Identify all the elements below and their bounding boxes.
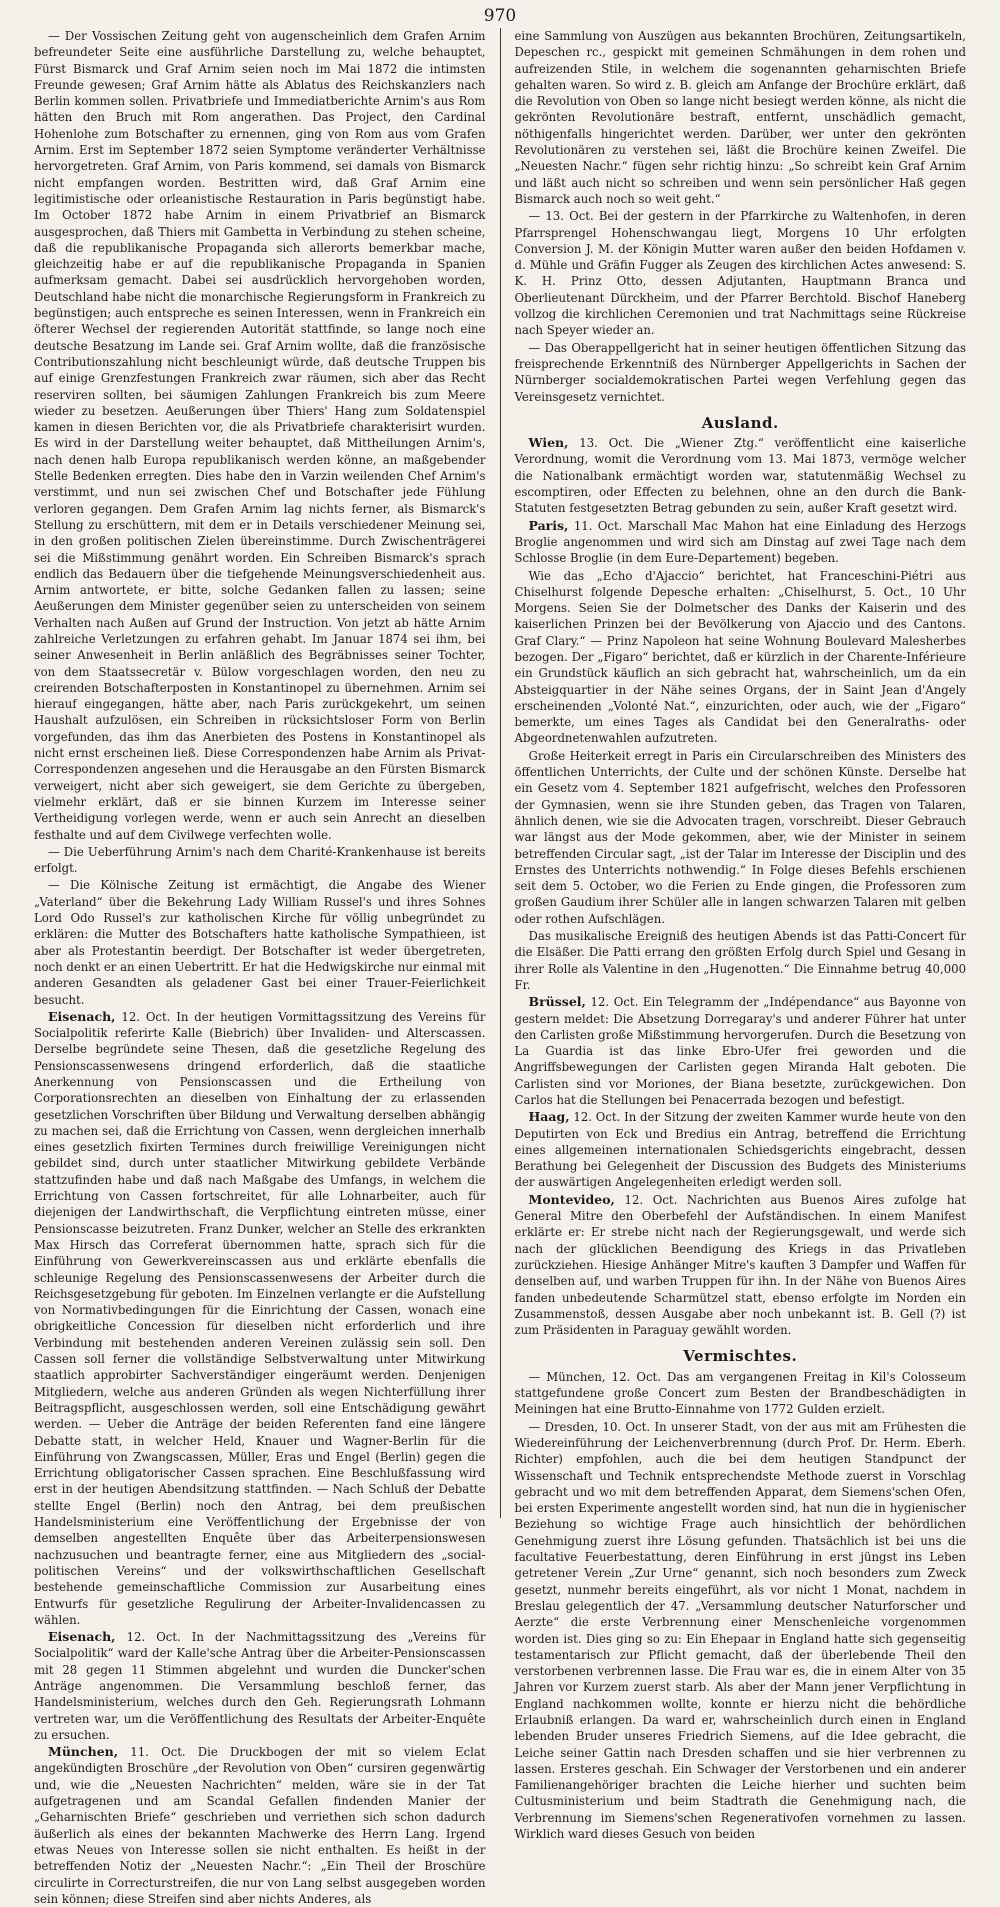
section-heading-ausland: Ausland. xyxy=(701,413,779,432)
article-haag-text: 12. Oct. In der Sitzung der zweiten Kammer wurde heute von den Deputirten von Eck und Bredius ein Antrag, betreffend die Errichtung eines allgemeinen internationalen Schiedsgerichts eingebracht, dessen Berathung bei Gelegenheit der Discussion des Budgets des Ministeriums der auswärtigen Angelegenheiten erledigt werden soll. xyxy=(514,1110,967,1190)
place-haag: Haag, xyxy=(528,1109,570,1125)
article-haag xyxy=(515,1109,967,1190)
columns xyxy=(34,28,967,1906)
article-patti: Das musikalische Ereigniß des heutigen Abends ist das Patti-Concert für die Elsäßer. Die Patti errang den größten Erfolg durch Spiel und Gesang in ihrer Rolle als Valentine in den „Hugenotten.“ Die Einnahme betrug 40,000 Fr. xyxy=(514,929,967,992)
article-eisenach-2 xyxy=(34,1629,486,1743)
article-bruessel-text: 12. Oct. Ein Telegramm der „Indépendance“ aus Bayonne von gestern meldet: Die Absetzung Dorregaray's und anderer Führer hat unter den Carlisten große Mißstimmung hervorgerufen. Durch die Besetzung von La Guardia ist das linke Ebro-Ufer frei geworden und die Angriffsbewegungen der Carlisten gegen Miranda Halt geboten. Die Carlisten sind vor Moriones, der Biana besetzte, zurückgewichen. Don Carlos hat die Stellungen bei Penacerrada bezogen und befestigt. xyxy=(514,995,967,1107)
article-talar: Große Heiterkeit erregt in Paris ein Circularschreiben des Ministers des öffentlichen Unterrichts, der Culte und der schönen Künste. Derselbe hat ein Gesetz vom 4. September 1821 aufgefrischt, welches den Professoren der Gymnasien, wenn sie ihre Stunden geben, das Tragen von Talaren, ähnlich denen, wie sie die Advocaten tragen, vorschreibt. Dieser Gebrauch war längst aus der Mode gekommen, aber, wie der Minister in seinem betreffenden Circular sagt, „ist der Talar im Interesse der Disciplin und des Ernstes des Unterrichts nothwendig.“ In Folge dieses Befehls erschienen seit dem 5. October, wo die Ferien zu Ende gingen, die Professoren zum großen Gaudium ihrer Schüler alle in langen schwarzen Talaren mit gelben oder rothen Aufschlägen. xyxy=(514,748,967,926)
article-koelnische: — Die Kölnische Zeitung ist ermächtigt, die Angabe des Wiener „Vaterland“ über die Bekehrung Lady William Russel's und ihres Sohnes Lord Odo Russel's zur katholischen Kirche für völlig unbegründet zu erklären: die Mutter des Botschafters hatte katholische Sympathieen, ist aber als Protestantin beerdigt. Der Botschafter ist weder übergetreten, noch denkt er an einen Uebertritt. Er hat die Hedwigskirche nur einmal mit anderen Gesandten als geladener Gast bei einer Trauer-Feierlichkeit besucht. xyxy=(34,878,486,1007)
column-divider xyxy=(500,28,501,1518)
article-charite: — Die Ueberführung Arnim's nach dem Charité-Krankenhause ist bereits erfolgt. xyxy=(34,844,486,876)
article-bruessel xyxy=(515,994,967,1108)
article-dresden: — Dresden, 10. Oct. In unserer Stadt, von der aus mit am Frühesten die Wiedereinführung der Leichenverbrennung (durch Prof. Dr. Herm. Eberh. Richter) empfohlen, auch die bei dem heutigen Standpunct der Wissenschaft und Technik entsprechendste Methode zuerst in Vorschlag gebracht und wo mit dem betreffenden Apparat, dem Siemens'schen Ofen, bei ersten Experimente angestellt worden sind, hat nun die in hygienischer Beziehung so wichtige Frage auch hinsichtlich der behördlichen Genehmigung zuerst ihre Lösung gefunden. Thatsächlich ist bei uns die facultative Feuerbestattung, deren Einführung in erst jüngst ins Leben getretener Verein „Zur Urne“ genannt, sich noch besonders zum Zweck gesetzt, nunmehr bereits eingeführt, als vor nicht 1 Monat, nachdem in Breslau gelegentlich der 47. „Versammlung deutscher Naturforscher und Aerzte“ die erste Verbrennung einer Menschenleiche vorgenommen worden ist. Dies ging so zu: Ein Ehepaar in England hatte sich gegenseitig testamentarisch zur Pflicht gemacht, daß der überlebende Theil den verstorbenen verbrennen lasse. Die Frau war es, die in einem Alter von 35 Jahren vor Kurzem zuerst starb. Als aber der Mann jener Verpflichtung in England nachkommen wollte, konnte er hierzu nicht die behördliche Erlaubniß erlangen. Da ward er, wahrscheinlich durch einen in England lebenden Bruder unseres Friedrich Siemens, auf die Idee gebracht, die Leiche seiner Gattin nach Dresden schaffen und sie hier verbrennen zu lassen. Ersteres geschah. Ein Schwager der Verstorbenen und ein anderer Familienangehöriger brachten die Leiche hierher und suchten beim Cultusministerium und beim Stadtrath die Genehmigung nach, die Verbrennung im Siemens'schen Regenerativofen vornehmen zu lassen. Wirklich ward dieses Gesuch von beiden xyxy=(514,1419,967,1842)
page-number: 970 xyxy=(483,6,517,26)
article-montevideo xyxy=(515,1192,967,1339)
article-ajaccio: Wie das „Echo d'Ajaccio“ berichtet, hat Franceschini-Piétri aus Chiselhurst folgende Depesche erhalten: „Chiselhurst, 5. Oct., 10 Uhr Morgens. Seien Sie der Dolmetscher des Danks der Kaiserin und des kaiserlichen Prinzen bei der Bevölkerung von Ajaccio und des Cantons. Graf Clary.“ — Prinz Napoleon hat seine Wohnung Boulevard Malesherbes bezogen. Der „Figaro“ berichtet, daß er kürzlich in der Charente-Inférieure ein Grundstück käuflich an sich gebracht hat, wahrscheinlich, um da ein Absteigquartier in der Nähe seines Organs, der in Saint Jean d'Angely erscheinenden „Volonté Nat.“, einzurichten, oder auch, wie der „Figaro“ bemerkte, um eines Tages als Candidat bei den Generalraths- oder Abgeordnetenwahlen aufzutreten. xyxy=(514,568,967,746)
article-muenchen-1 xyxy=(34,1744,486,1907)
place-eisenach-1: Eisenach, xyxy=(48,1008,116,1024)
place-muenchen-1: München, xyxy=(48,1744,119,1760)
article-arnim: — Der Vossischen Zeitung geht von augenscheinlich dem Grafen Arnim befreundeter Seite eine ausführliche Darstellung zu, welche behauptet, Fürst Bismarck und Graf Arnim seien noch im Mai 1872 die intimsten Freunde gewesen; Graf Arnim hätte als Ablatus des Reichskanzlers nach Berlin kommen sollen. Privatbriefe und Immediatberichte Arnim's aus Rom hätten den Bruch mit Rom angerathen. Das Project, den Cardinal Hohenlohe zum Botschafter zu ernennen, ging von Rom aus vom Grafen Arnim. Erst im September 1872 seien Symptome veränderter Verhältnisse hervorgetreten. Graf Arnim, von Paris kommend, sei damals von Bismarck nicht empfangen worden. Bestritten wird, daß Graf Arnim eine legitimistische oder orleanistische Restauration in Paris begünstigt habe. Im October 1872 habe Arnim in einem Privatbrief an Bismarck ausgesprochen, daß Thiers mit Gambetta in Verbindung zu stehen scheine, daß die republikanische Propaganda sich allerorts bemerkbar mache, gleichzeitig habe er auf die republikanische Propaganda in Spanien aufmerksam gemacht. Dabei sei ausdrücklich hervorgehoben worden, Deutschland habe nicht die monarchische Regierungsform in Frankreich zu begünstigen; auch entspreche es seinen Interessen, wenn in Frankreich ein öfterer Wechsel der regierenden Autorität stattfinde, so lange noch eine deutsche Besatzung im Lande sei. Graf Arnim wollte, daß die französische Contributionszahlung nicht beschleunigt würde, daß deutsche Truppen bis auf einige Grenzfestungen Frankreich zwar räumen, sich aber das Recht reserviren sollten, bei säumigen Zahlungen Frankreich bis zum Meere wieder zu besetzen. Aeußerungen über Thiers' Hang zum Soldatenspiel kamen in diesen Berichten vor, die als Privatbriefe charakterisirt wurden. Es wird in der Darstellung weiter behauptet, daß Mittheilungen Arnim's, nach denen halb Europa republikanisch werden könne, an maßgebender Stelle Bedenken erregten. Dies habe den in Varzin weilenden Chef Arnim's verstimmt, und nun sei zwischen Chef und Botschafter jede Fühlung verloren gegangen. Dem Grafen Arnim lag nichts ferner, als Bismarck's Stellung zu erschüttern, mit dem er in Details verschiedener Meinung sei, in den großen politischen Zielen übereinstimme. Durch Zwischenträgerei sei die Mißstimmung genährt worden. Ein Schreiben Bismarck's sprach endlich das Bedauern über die tiefgehende Meinungsverschiedenheit aus. Arnim antwortete, er bitte, solche Gedanken fallen zu lassen; seine Aeußerungen dem Minister gegenüber seien zu unterscheiden von seinem Verhalten nach Außen auf Grund der Instruction. Von jetzt ab hätte Arnim zahlreiche Verletzungen zu erfahren gehabt. Im Januar 1874 sei ihm, bei seiner Anwesenheit in Berlin anläßlich des Begräbnisses seiner Tochter, von dem Staatssecretär v. Bülow vorgeschlagen worden, den neu zu creirenden Botschafterposten in Konstantinopel zu übernehmen. Arnim sei hierauf eingegangen, hätte aber, nach Paris zurückgekehrt, um seinen Haushalt aufzulösen, ein Schreiben in rücksichtsloser Form von Berlin vorgefunden, das ihm das Anerbieten des Postens in Konstantinopel als nicht ernst erscheinen ließ. Diese Correspondenzen habe Arnim als Privat-Correspondenzen angesehen und die Herausgabe an den Fürsten Bismarck verweigert, nicht aber sich geweigert, sie dem Gerichte zu übergeben, vielmehr erklärt, daß er sie binnen Kurzem im Interesse seiner Vertheidigung vorlegen werde, wenn er auch sein Anrecht an dieselben festhalte und auf dem Civilwege verfechten wolle. xyxy=(34,29,486,842)
article-oberappellgericht: — Das Oberappellgericht hat in seiner heutigen öffentlichen Sitzung das freisprechende Erkenntniß des Nürnberger Appellgerichts in Sachen der Nürnberger socialdemokratischen Partei wegen Verfehlung gegen das Vereinsgesetz vernichtet. xyxy=(514,340,967,404)
article-muenchen-concert: — München, 12. Oct. Das am vergangenen Freitag in Kil's Colosseum stattgefundene große Concert zum Besten der Brandbeschädigten in Meiningen hat eine Brutto-Einnahme von 1772 Gulden erzielt. xyxy=(514,1369,967,1417)
place-paris: Paris, xyxy=(528,517,569,533)
article-wien-text: 13. Oct. Die „Wiener Ztg.“ veröffentlicht eine kaiserliche Verordnung, womit die Verordnung vom 13. Mai 1873, vermöge welcher die Nationalbank ermächtigt worden war, statutenmäßig Wechsel zu escomptiren, oder Effecten zu belehnen, ohne an den durch die Bank-Statuten festgesetzten Betrag gebunden zu sein, außer Kraft gesetzt wird. xyxy=(514,436,967,516)
article-conversion: — 13. Oct. Bei der gestern in der Pfarrkirche zu Waltenhofen, in deren Pfarrsprengel Hohenschwangau liegt, Morgens 10 Uhr erfolgten Conversion J. M. der Königin Mutter waren außer den beiden Hofdamen v. d. Mühle und Gräfin Fugger als Zeugen des kirchlichen Actes anwesend: S. K. H. Prinz Otto, dessen Adjutanten, Hauptmann Branca und Oberlieutenant Dürckheim, und der Pfarrer Berchtold. Bischof Haneberg vollzog die kirchlichen Ceremonien und trat Nachmittags seine Rückreise nach Speyer wieder an. xyxy=(514,209,967,338)
article-eisenach-1-text: 12. Oct. In der heutigen Vormittagssitzung des Vereins für Socialpolitik referirte Kalle (Biebrich) über Invaliden- und Alterscassen. Derselbe begründete seine Thesen, daß die gesetzliche Regelung des Pensionscassenwesens dringend erforderlich, daß die staatliche Anerkennung von Pensionscassen und die Ertheilung von Corporationsrechten an dieselben von Einhaltung der zu erlassenden gesetzlichen Vorschriften über Bildung und Verwaltung derselben abhängig zu machen sei, daß die Errichtung von Cassen, wenn dergleichen innerhalb eines gesetzlich fixirten Termines durch freiwillige Vereinigungen nicht gebildet sind, durch unter staatlicher Mitwirkung gebildete Verbände stattzufinden habe und daß nach Maßgabe des Umfangs, in welchem die Errichtung von Cassen fortschreitet, für alle Lohnarbeiter, auch für diejenigen der Landwirthschaft, die Verpflichtung eintreten müsse, einer Pensionscasse beizutreten. Franz Dunker, welcher an Stelle des erkrankten Max Hirsch das Correferat übernommen hatte, sprach sich für die Einführung von Gewerkvereinscassen aus und erklärte ebenfalls die schleunige Regelung des Pensionscassenwesens der Arbeiter durch die Reichsgesetzgebung für geboten. Im Einzelnen verlangte er die Aufstellung von Normativbedingungen für die Einrichtung der Cassen, wonach eine obrigkeitliche Concession für dieselben nicht erforderlich und ihre Verbindung mit bestehenden anderen Vereinen zulässig sein soll. Den Cassen soll ferner die vollständige Selbstverwaltung unter Mitwirkung staatlich approbirter Sachverständiger eingeräumt werden. Denjenigen Mitgliedern, welche aus anderen Gründen als wegen Nichterfüllung ihrer Beitragspflicht, ausgeschlossen werden, soll eine Entschädigung gewährt werden. — Ueber die Anträge der beiden Referenten fand eine längere Debatte statt, in welcher Held, Knauer und Wagner-Berlin für die Einführung von Zwangscassen, Müller, Eras und Engel (Berlin) gegen die Errichtung obligatorischer Cassen sprachen. Eine Beschlußfassung wird erst in der heutigen Abendsitzung stattfinden. — Nach Schluß der Debatte stellte Engel (Berlin) noch den Antrag, bei dem preußischen Handelsministerium eine Veröffentlichung der Ergebnisse der von demselben angestellten Enquête über das Arbeiterpensionswesen nachzusuchen und beantragte ferner, eine aus Mitgliedern des „social-politischen Vereins“ und der volkswirthschaftlichen Gesellschaft bestehende gemeinschaftliche Commission zur Ausarbeitung eines Entwurfs für gesetzliche Regulirung der Arbeiter-Invalidencassen zu wählen. xyxy=(34,1009,486,1627)
right-column xyxy=(514,28,967,1842)
section-heading-vermischtes: Vermischtes. xyxy=(683,1347,798,1366)
article-brochure-cont: eine Sammlung von Auszügen aus bekannten Brochüren, Zeitungsartikeln, Depeschen rc., gespickt mit gemeinen Schmähungen in dem rohen und aufreizenden Stile, in welchem die sogenannten geharnischten Briefe gehalten waren. So wird z. B. gleich am Anfange der Brochüre erklärt, daß die Revolution von Oben so lange nicht besiegt werden könne, als nicht die gekrönten Revolutionäre bestraft, entfernt, unschädlich gemacht, nöthigenfalls hingerichtet werden. Darüber, wer unter den gekrönten Revolutionären zu verstehen sei, läßt die Brochüre keinen Zweifel. Die „Neuesten Nachr.“ fügen sehr richtig hinzu: „So schreibt kein Graf Arnim und läßt auch nicht so schreiben und wenn sein persönlicher Haß gegen Bismarck auch noch so weit geht.“ xyxy=(514,29,967,206)
place-eisenach-2: Eisenach, xyxy=(48,1629,116,1645)
left-column xyxy=(34,28,486,1906)
article-eisenach-2-text: 12. Oct. In der Nachmittagssitzung des „Vereins für Socialpolitik“ ward der Kalle'sche Antrag über die Arbeiter-Pensionscassen mit 28 gegen 11 Stimmen abgelehnt und wurden die Duncker'schen Anträge angenommen. Die Versammlung beschloß ferner, das Handelsministerium, welches durch den Geh. Regierungsrath Lohmann vertreten war, um die Veröffentlichung des Resultats der Arbeiter-Enquête zu ersuchen. xyxy=(34,1630,486,1742)
place-montevideo: Montevideo, xyxy=(528,1191,615,1207)
place-bruessel: Brüssel, xyxy=(528,994,586,1010)
article-paris-text: 11. Oct. Marschall Mac Mahon hat eine Einladung des Herzogs Broglie angenommen und wird sich am Dinstag auf zwei Tage nach dem Schlosse Broglie (in dem Eure-Departement) begeben. xyxy=(514,518,967,566)
place-wien: Wien, xyxy=(528,435,569,451)
article-eisenach-1 xyxy=(34,1009,486,1628)
article-paris xyxy=(515,518,967,567)
article-montevideo-text: 12. Oct. Nachrichten aus Buenos Aires zufolge hat General Mitre den Oberbefehl der Aufständischen. In einem Manifest erklärte er: Er strebe nicht nach der Regierungsgewalt, und werde sich nach der glücklichen Beendigung des Kriegs in das Privatleben zurückziehen. Hiesige Anhänger Mitre's kauften 3 Dampfer und Waffen für denselben auf, und warben Truppen für ihn. In der Nähe von Buenos Aires fanden unbedeutende Scharmützel statt, ebenso erfolgte im Norden ein Zusammenstoß, dessen Ausgabe aber noch unbekannt ist. B. Gell (?) ist zum Präsidenten in Paraguay gewählt worden. xyxy=(514,1192,967,1338)
article-wien xyxy=(515,435,967,516)
article-muenchen-1-text: 11. Oct. Die Druckbogen der mit so vielem Eclat angekündigten Broschüre „der Revolution von Oben“ cursiren gegenwärtig und, wie die „Neuesten Nachrichten“ melden, wäre sie in der Tat aufgetragenen und am Scandal Gefallen findenden Manier der „Geharnischten Briefe“ geschrieben und verriethen sich schon dadurch äußerlich als eines der bekannten Machwerke des Herrn Lang. Irgend etwas Neues von Interesse sollen sie nicht enthalten. Es heißt in der betreffenden Notiz der „Neuesten Nachr.“: „Ein Theil der Broschüre circulirte in Correcturstreifen, die nur von Lang selbst ausgegeben worden sein können; diese Streifen sind aber nichts Anderes, als xyxy=(34,1745,486,1906)
